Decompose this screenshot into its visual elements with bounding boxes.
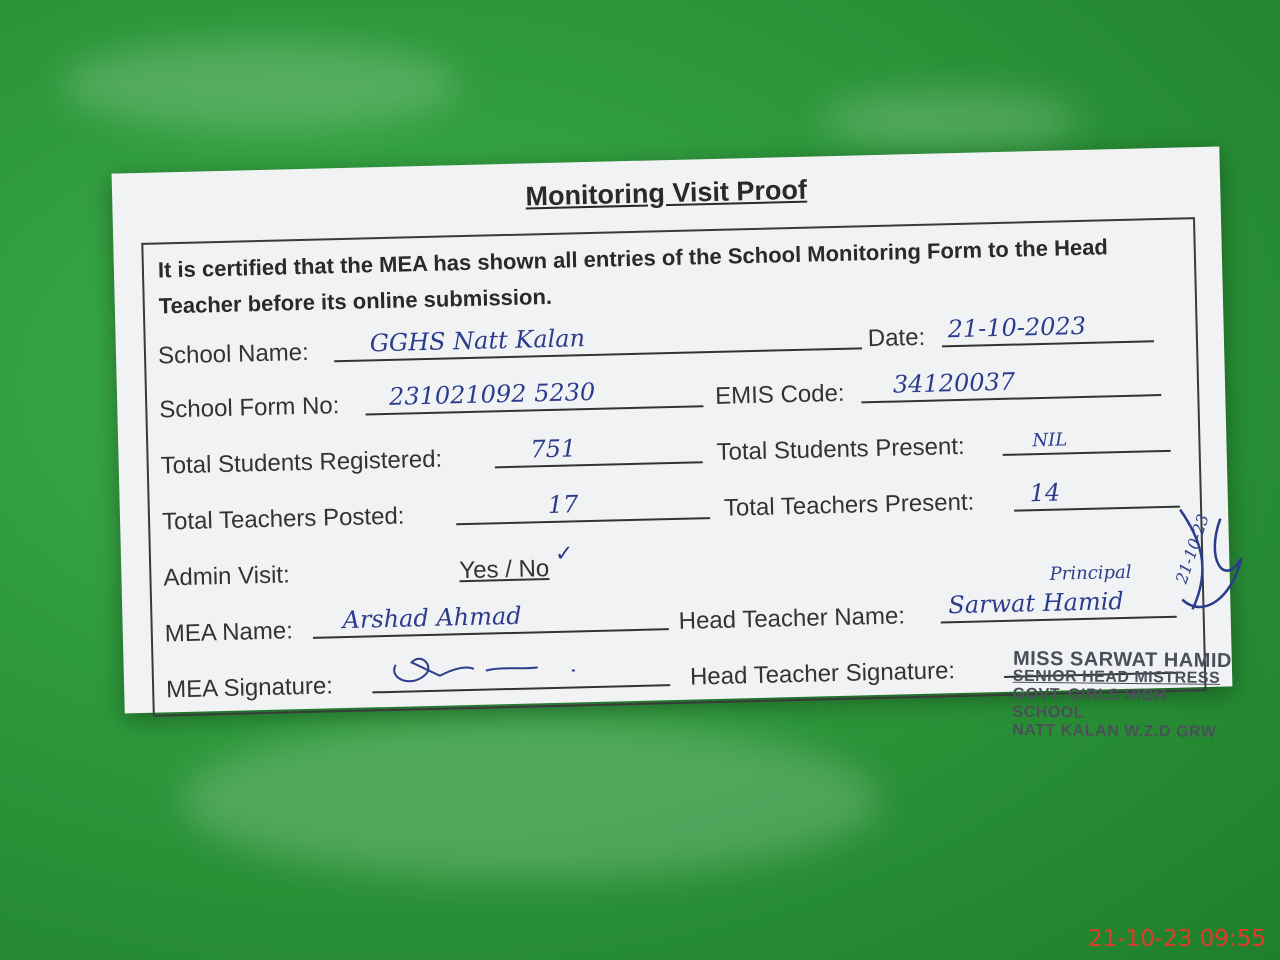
stamp-line-1: MISS SARWAT HAMID — [1012, 647, 1232, 673]
students-present-field — [1002, 422, 1171, 456]
teachers-posted-value: 17 — [547, 490, 579, 520]
students-present-value: NIL — [1032, 429, 1068, 452]
students-present-label: Total Students Present: — [716, 432, 965, 466]
stamp-line-3: GOVT. GIRLS HIGH SCHOOL — [1012, 685, 1167, 722]
teachers-posted-field — [456, 489, 711, 525]
school-name-field — [334, 319, 863, 362]
head-teacher-name-value: Sarwat Hamid — [948, 587, 1125, 620]
form-no-label: School Form No: — [159, 392, 340, 424]
row-teachers — [162, 477, 1187, 542]
date-label: Date: — [867, 323, 926, 353]
admin-visit-options: Yes / No — [459, 555, 550, 585]
visit-proof-card — [112, 147, 1233, 741]
mea-signature-field — [372, 656, 671, 693]
admin-visit-label: Admin Visit: — [163, 561, 291, 592]
mea-name-field — [312, 600, 669, 639]
teachers-present-field — [1013, 478, 1180, 512]
school-name-value: GGHS Natt Kalan — [369, 324, 586, 358]
row-form-no — [159, 366, 1184, 431]
students-registered-label: Total Students Registered: — [160, 445, 443, 480]
mea-name-value: Arshad Ahmad — [342, 601, 522, 635]
head-teacher-name-label: Head Teacher Name: — [678, 602, 906, 635]
plastic-sheen — [820, 90, 1080, 150]
school-stamp — [1012, 647, 1243, 742]
mea-name-label: MEA Name: — [164, 617, 294, 648]
stamp-line-2: SENIOR HEAD MISTRESS — [1012, 667, 1221, 687]
mea-signature-label: MEA Signature: — [165, 672, 334, 704]
emis-label: EMIS Code: — [714, 379, 845, 410]
plastic-sheen — [180, 720, 880, 880]
form-no-value: 231021092 5230 — [388, 377, 596, 411]
mea-signature-scribble — [381, 640, 602, 695]
plastic-sheen — [60, 40, 460, 130]
teachers-present-value: 14 — [1029, 478, 1061, 508]
form-no-field — [365, 377, 704, 415]
head-teacher-name-field — [940, 561, 1177, 624]
head-teacher-title-note: Principal — [1049, 561, 1132, 585]
row-students — [160, 421, 1185, 486]
students-registered-value: 751 — [530, 434, 577, 464]
school-name-label: School Name: — [157, 338, 310, 370]
row-school-name — [158, 312, 1183, 377]
photo-timestamp: 21-10-23 09:55 — [1088, 926, 1266, 952]
stamp-line-4: NATT KALAN W.Z.D GRW — [1012, 721, 1217, 741]
certification-text: It is certified that the MEA has shown all entries of the School Monitoring Form to the Head Teacher before its online submission. — [157, 234, 1109, 319]
emis-value: 34120037 — [892, 367, 1016, 399]
form-title: Monitoring Visit Proof — [525, 174, 808, 212]
teachers-posted-label: Total Teachers Posted: — [161, 502, 405, 536]
date-field — [941, 312, 1154, 347]
date-value: 21-10-2023 — [947, 311, 1087, 344]
teachers-present-label: Total Teachers Present: — [723, 488, 975, 522]
form-box — [141, 217, 1232, 741]
signature-date-note: 21-10-23 — [1171, 511, 1213, 586]
emis-field — [861, 366, 1162, 403]
students-registered-field — [494, 433, 703, 468]
checkmark-icon: ✓ — [554, 540, 574, 566]
head-teacher-signature-label: Head Teacher Signature: — [689, 657, 956, 691]
